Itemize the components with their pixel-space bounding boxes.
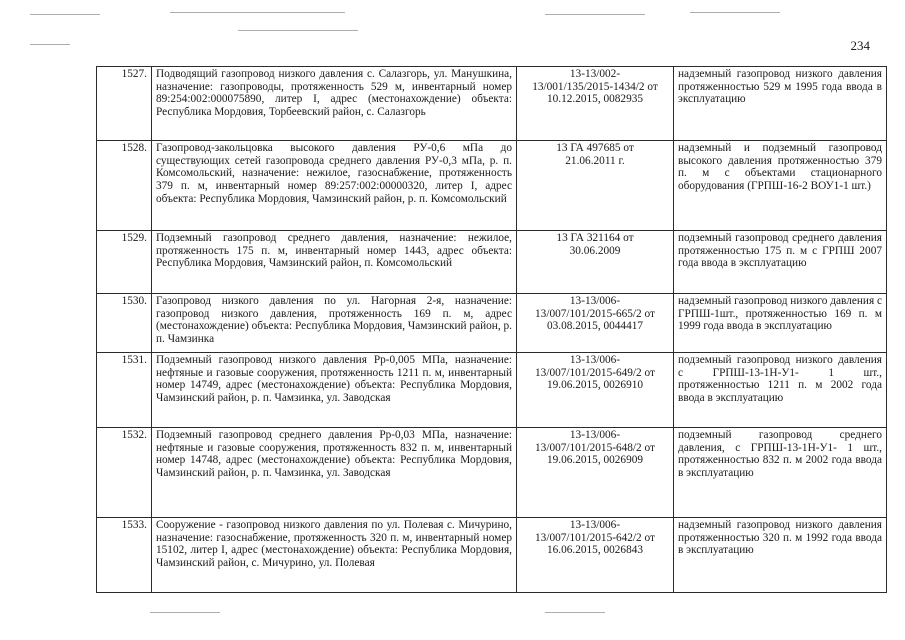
object-characteristics: надземный газопровод низкого давления с ГРПШ-1шт., протяженностью 169 п. м 1999 года ввода в эксплуатацию [674, 294, 887, 353]
scan-artifact-line [545, 14, 645, 15]
object-characteristics: подземный газопровод низкого давления с ГРПШ-13-1Н-У1- 1 шт., протяженностью 1211 п. м 2002 года ввода в эксплуатацию [674, 353, 887, 428]
table-row [97, 231, 887, 294]
object-description: Подземный газопровод низкого давления Рр-0,005 МПа, назначение: нефтяные и газовые сооружения, протяженность 1211 п. м, инвентарный номер 14749, адрес (местонахождение) объекта: Республика Мордовия, Чамзинский район, р. п. Чамзинка, ул. Заводская [152, 353, 517, 428]
object-characteristics: надземный и подземный газопровод высокого давления протяженностью 379 п. м с объектами стационарного оборудования (ГРПШ-16-2 ВОУ1-1 шт.) [674, 141, 887, 231]
row-number: 1528. [97, 141, 152, 231]
registration-record: 13-13/006- 13/007/101/2015-649/2 от 19.06.2015, 0026910 [517, 353, 674, 428]
registration-record: 13 ГА 497685 от 21.06.2011 г. [517, 141, 674, 231]
object-description: Подземный газопровод среднего давления, назначение: нежилое, протяженность 175 п. м, инвентарный номер 1443, адрес объекта: Республика Мордовия, Чамзинский район, п. Комсомольский [152, 231, 517, 294]
table-row [97, 518, 887, 593]
registration-record: 13-13/002- 13/001/135/2015-1434/2 от 10.12.2015, 0082935 [517, 67, 674, 141]
object-description: Подземный газопровод среднего давления Рр-0,03 МПа, назначение: нефтяные и газовые сооружения, протяженность 832 п. м, инвентарный номер 14748, адрес (местонахождение) объекта: Республика Мордовия, Чамзинский район, р. п. Чамзинка, ул. Заводская [152, 428, 517, 518]
row-number: 1532. [97, 428, 152, 518]
page-number: 234 [850, 38, 870, 53]
table-row [97, 428, 887, 518]
object-characteristics: надземный газопровод низкого давления протяженностью 529 м 1995 года ввода в эксплуатацию [674, 67, 887, 141]
scan-artifact-line [545, 612, 605, 613]
table-row [97, 353, 887, 428]
row-number: 1527. [97, 67, 152, 141]
registration-record: 13-13/006- 13/007/101/2015-648/2 от 19.06.2015, 0026909 [517, 428, 674, 518]
registration-record: 13 ГА 321164 от 30.06.2009 [517, 231, 674, 294]
row-number: 1529. [97, 231, 152, 294]
scan-artifact-line [150, 612, 220, 613]
object-characteristics: подземный газопровод среднего давления, с ГРПШ-13-1Н-У1- 1 шт., протяженностью 832 п. м 2002 года ввода в эксплуатацию [674, 428, 887, 518]
table-row [97, 67, 887, 141]
table-row [97, 294, 887, 353]
row-number: 1530. [97, 294, 152, 353]
scan-artifact-line [690, 12, 780, 13]
scan-artifact-line [30, 14, 100, 15]
row-number: 1531. [97, 353, 152, 428]
table-row [97, 141, 887, 231]
register-table [96, 66, 887, 593]
scan-artifact-line [30, 44, 70, 45]
registration-record: 13-13/006- 13/007/101/2015-665/2 от 03.08.2015, 0044417 [517, 294, 674, 353]
scan-artifact-line [238, 30, 358, 31]
object-description: Газопровод низкого давления по ул. Нагорная 2-я, назначение: газопровод низкого давления, протяженность 169 п. м, адрес (местонахождение) объекта: Республика Мордовия, Чамзинский район, р. п. Чамзинка [152, 294, 517, 353]
scan-artifact-line [170, 12, 345, 13]
object-characteristics: надземный газопровод низкого давления протяженностью 320 п. м 1992 года ввода в эксплуатацию [674, 518, 887, 593]
object-characteristics: подземный газопровод среднего давления протяженностью 175 п. м с ГРПШ 2007 года ввода в эксплуатацию [674, 231, 887, 294]
object-description: Сооружение - газопровод низкого давления по ул. Полевая с. Мичурино, назначение: газоснабжение, протяженность 320 п. м, инвентарный номер 15102, литер I, адрес (местонахождение) объекта: Республика Мордовия, Чамзинский район, с. Мичурино, ул. Полевая [152, 518, 517, 593]
registration-record: 13-13/006- 13/007/101/2015-642/2 от 16.06.2015, 0026843 [517, 518, 674, 593]
object-description: Подводящий газопровод низкого давления с. Салазгорь, ул. Манушкина, назначение: газопроводы, протяженность 529 м, инвентарный номер 89:254:002:000075890, литер I, адрес (местонахождение) объекта: Республика Мордовия, Торбеевский район, с. Салазгорь [152, 67, 517, 141]
row-number: 1533. [97, 518, 152, 593]
object-description: Газопровод-закольцовка высокого давления РУ-0,6 мПа до существующих сетей газопровода среднего давления РУ-0,3 мПа, р. п. Комсомольский, назначение: нежилое, газоснабжение, протяженность 379 п. м, инвентарный номер 89:257:002:00000320, литер I, адрес объекта: Республика Мордовия, Чамзинский район, р. п. Комсомольский [152, 141, 517, 231]
